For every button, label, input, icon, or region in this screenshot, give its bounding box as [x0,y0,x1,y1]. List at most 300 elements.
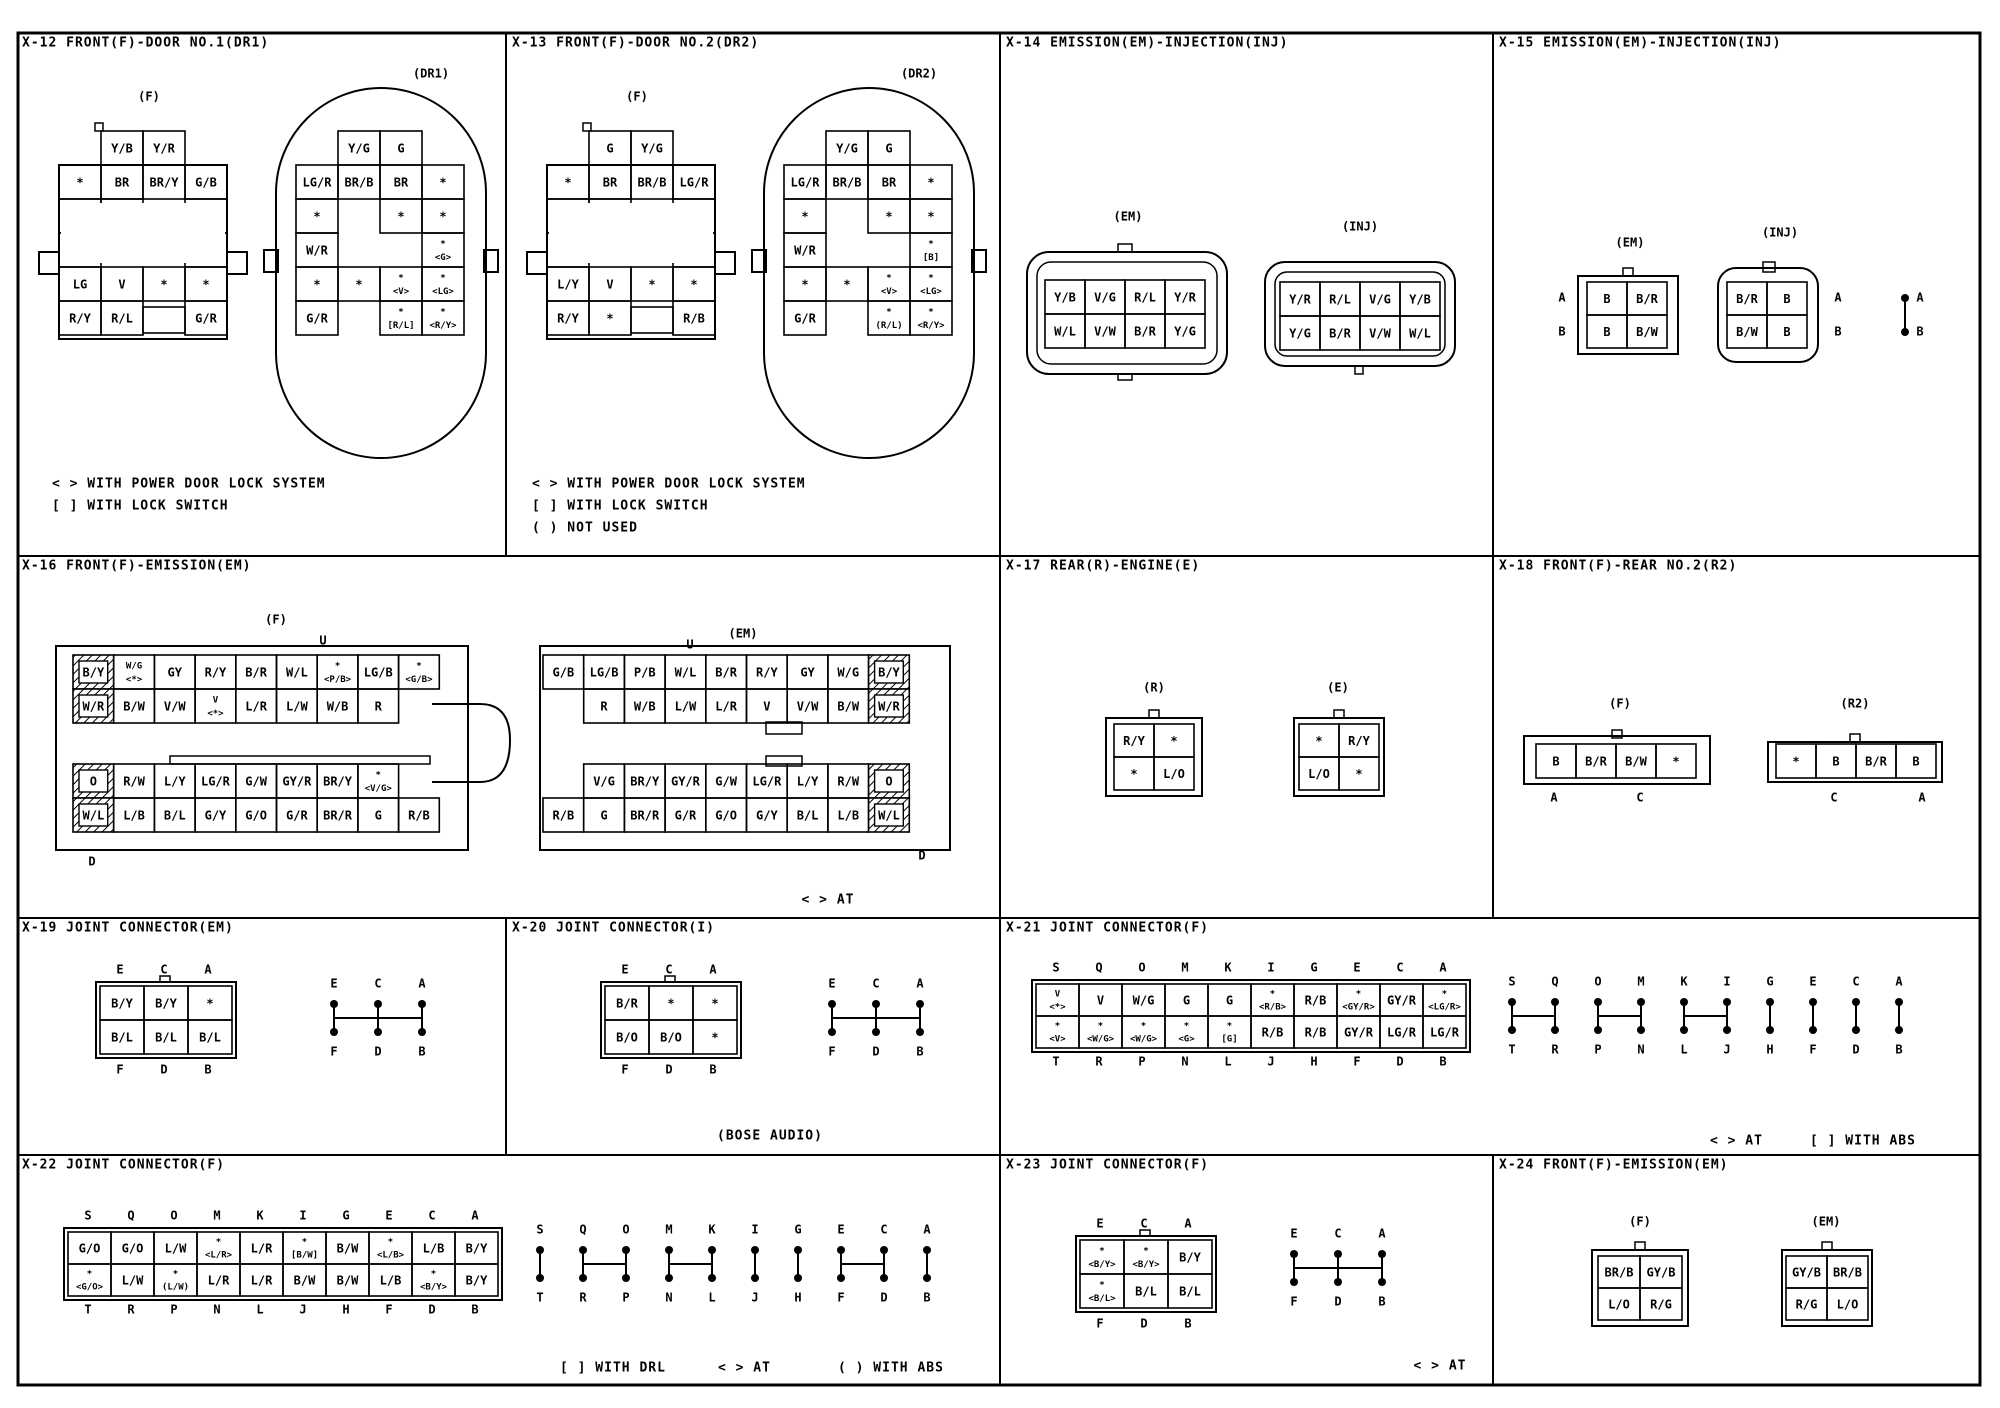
connector-cell [631,131,673,165]
wire-color-label: * [416,661,422,672]
wire-color-label: LG/R [200,774,230,789]
wire-color-label: * [430,1269,437,1280]
wire-color-label: * [1170,734,1178,748]
wire-color-label: B [1552,754,1560,769]
connector-cell [296,301,338,335]
connector-cell [631,165,673,199]
pin-label: D [1140,1316,1148,1331]
connector-cell [1360,282,1400,316]
pin-label: F [1096,1316,1104,1331]
connector-cell [1079,1016,1122,1048]
pin-label: T [1508,1042,1516,1057]
x23-jumpers [1290,1227,1386,1309]
connector-cell [185,267,227,301]
wire-color-label: * [927,209,935,224]
note-text: (BOSE AUDIO) [717,1128,823,1144]
connector-cell [369,1264,412,1296]
connector-cell [1587,282,1627,315]
connector-cell [317,764,358,798]
panel-title: X-17 REAR(R)-ENGINE(E) [1006,558,1201,574]
pin-label: F [116,1062,124,1077]
pin-label: G [342,1208,350,1223]
wire-color-label: L/Y [163,774,186,789]
connector-cell [358,798,399,832]
pin-label: B [1184,1316,1192,1331]
pin-label: B [1378,1294,1386,1309]
pin-label: B [709,1062,717,1077]
wire-color-label: B/Y [155,996,177,1011]
pin-label: Q [1551,974,1559,989]
pin-label: D [160,1062,168,1077]
connector-cell [326,1264,369,1296]
pin-label: F [621,1062,629,1077]
pin-label: M [665,1222,673,1237]
wire-color-label: Y/G [1289,326,1311,341]
x13-notes [532,477,806,536]
connector-cell [784,165,826,199]
connector-cell [114,655,155,689]
panel-x21 [1006,921,1209,936]
wire-color-label: * [711,1030,719,1045]
wire-color-label: * [334,661,341,672]
pin-label: B [916,1044,924,1059]
pin-label: L [1224,1054,1232,1069]
wire-color-label: GY [167,665,182,680]
connector-cell [543,798,584,832]
wire-color-label: G/R [195,311,217,326]
pin-label: F [837,1290,845,1305]
pin-label: A [1439,960,1447,975]
connector-cell [1627,282,1667,315]
x16-connectors [56,613,950,908]
wire-color-label: B/W [1736,325,1758,339]
wire-color-label: B/R [616,996,638,1011]
pin-label: S [84,1208,92,1223]
wire-color-label: L/Y [557,277,579,292]
wire-color-label: V/G [1369,292,1391,307]
connector-cell [277,655,318,689]
connector-cell [868,165,910,199]
pin-label: Q [579,1222,587,1237]
connector-label: (F) [138,89,160,104]
wire-color-label: B/Y [1179,1250,1201,1265]
wire-color-label: * [843,277,851,292]
wire-color-label: BR/Y [149,175,179,190]
connector-label: (F) [1629,1214,1651,1229]
wire-color-label: * [76,175,84,190]
wire-color-label: B/R [1134,324,1156,339]
connector-cell [296,165,338,199]
connector-cell [910,233,952,267]
wire-color-label: <B/Y> [1132,1259,1160,1270]
wire-color-label: O [89,774,97,789]
wire-color-label: <B/L> [1088,1293,1116,1304]
x20-jumpers [828,977,924,1059]
wire-color-label: G [885,141,893,156]
connector-cell [380,165,422,199]
connector-cell [380,267,422,301]
wire-color-label: * [1441,989,1448,1000]
wire-color-label: BR [602,175,618,190]
connector-label: (DR1) [412,66,450,81]
connector-cell [422,199,464,233]
wire-color-label: BR [881,175,897,190]
wire-color-label: * [206,996,214,1011]
connector-cell [100,1020,144,1054]
pin-label: M [1181,960,1189,975]
connector-cell [784,233,826,267]
wire-color-label: * [1099,1246,1105,1257]
connector-cell [1299,724,1339,757]
pin-label: F [330,1044,338,1059]
connector-cell [101,165,143,199]
wire-color-label: * [1792,754,1800,769]
panel-x14 [1006,36,1288,51]
wire-color-label: L/O [1308,767,1330,781]
connector-cell [195,689,236,723]
connector-cell [1339,724,1379,757]
wire-color-label: <W/G> [1086,1034,1115,1045]
connector-cell [1896,744,1936,778]
wire-color-label: B/L [111,1030,133,1045]
pin-label: F [385,1302,393,1317]
connector-cell [869,764,910,798]
connector-label: D [88,854,96,869]
connector-cell [195,798,236,832]
wire-color-label: Y/B [1409,292,1431,307]
pin-label: O [622,1222,630,1237]
connector-cell [1827,1256,1868,1288]
connector-cell [1423,984,1466,1016]
pin-label: N [213,1302,221,1317]
wire-color-label: * [301,1237,308,1248]
x13-connector-door [752,67,986,459]
connector-cell [1827,1288,1868,1320]
connector-cell [1079,984,1122,1016]
wire-color-label: <P/B> [324,674,352,685]
pin-label: E [116,962,124,977]
wire-color-label: * [398,307,404,318]
connector-cell [1616,744,1656,778]
pin-label: D [665,1062,673,1077]
wire-color-label: B [1603,292,1611,306]
pin-label: A [204,962,212,977]
wire-color-label: W/G [837,665,860,680]
wire-color-label: Y/R [153,141,175,156]
connector-cell [154,798,195,832]
wire-color-label: LG/R [1430,1025,1459,1040]
wire-color-label: * [606,311,614,326]
x21-jumpers [1508,975,1903,1057]
connector-cell [1168,1274,1212,1308]
x21-connector [1032,961,1470,1069]
wire-color-label: * [313,277,321,292]
connector-cell [296,199,338,233]
panel-title: X-24 FRONT(F)-EMISSION(EM) [1499,1157,1729,1173]
connector-label: U [319,633,327,648]
connector-cell [1208,984,1251,1016]
connector-cell [1280,316,1320,350]
connector-cell [144,1020,188,1054]
connector-label: (EM) [728,626,758,641]
connector-cell [665,764,706,798]
wire-color-label: V/W [796,699,819,714]
note-text: < > WITH POWER DOOR LOCK SYSTEM [532,476,806,492]
wire-color-label: <*> [1049,1002,1066,1013]
panel-x18 [1499,559,1737,574]
wire-color-label: * [439,175,447,190]
connector-cell [101,301,143,335]
connector-cell [154,1232,197,1264]
pin-label: K [1224,960,1232,975]
x23-connector [1076,1217,1216,1331]
connector-cell [1400,282,1440,316]
connector-cell [584,655,625,689]
connector-cell [100,986,144,1020]
connector-cell [1767,282,1807,315]
pin-label: S [536,1222,544,1237]
panel-x13 [512,36,759,51]
wire-color-label: * [355,277,363,292]
wire-color-label: G [1225,993,1234,1008]
wire-color-label: <W/G> [1129,1034,1158,1045]
wire-color-label: W/R [82,699,105,714]
connector-cell [624,798,665,832]
wire-color-label: * [1099,1280,1105,1291]
panel-x12 [22,36,269,51]
pin-label: B [418,1044,426,1059]
connector-cell [188,986,232,1020]
x15-connectors [1558,226,1924,363]
wire-color-label: GY/R [282,774,312,789]
pin-label: O [1594,974,1602,989]
connector-cell [624,764,665,798]
pin-label: S [1508,974,1516,989]
wire-color-label: B/Y [111,996,133,1011]
pin-label: D [428,1302,436,1317]
wire-color-label: * [711,996,719,1011]
wire-color-label: [B] [922,252,940,263]
connector-cell [649,1020,693,1054]
pin-label: Q [1095,960,1103,975]
wire-color-label: V [1054,989,1061,1000]
connector-cell [73,655,114,689]
connector-cell [826,165,868,199]
connector-cell [787,689,828,723]
panel-x23 [1006,1158,1209,1173]
pin-label: C [1852,974,1860,989]
x19-connector [96,963,236,1077]
connector-cell [240,1264,283,1296]
connector-cell [673,301,715,335]
connector-cell [1380,1016,1423,1048]
connector-cell [1856,744,1896,778]
connector-cell [665,798,706,832]
connector-cell [277,764,318,798]
connector-cell [1576,744,1616,778]
pin-label: R [1551,1042,1559,1057]
connector-cell [380,131,422,165]
connector-cell [455,1264,498,1296]
wire-color-label: [G] [1221,1034,1238,1045]
wire-color-label: W/R [794,243,816,258]
connector-cell [185,301,227,335]
wire-color-label: R/Y [1123,734,1145,748]
connector-cell [673,267,715,301]
pin-label: D [374,1044,382,1059]
x17-connectors [1106,681,1384,797]
connector-cell [1036,1016,1079,1048]
note-text: [ ] WITH LOCK SWITCH [532,498,709,514]
connector-cell [1536,744,1576,778]
connector-cell [236,764,277,798]
wire-color-label: BR/Y [630,774,660,789]
connector-cell [910,301,952,335]
wire-color-label: B/L [199,1030,221,1045]
wire-color-label: V/G [1094,290,1116,305]
wire-color-label: BR/B [832,175,862,190]
pin-label: A [1550,790,1558,805]
wire-color-label: * [172,1269,179,1280]
connector-cell [828,798,869,832]
connector-cell [73,689,114,723]
wire-color-label: Y/B [111,141,133,156]
wire-color-label: BR/B [1604,1265,1634,1280]
connector-cell [1786,1288,1827,1320]
wire-color-label: * [397,209,405,224]
connector-cell [784,199,826,233]
pin-label: K [256,1208,264,1223]
connector-cell [240,1232,283,1264]
panel-x16 [22,559,252,574]
panel-title: X-16 FRONT(F)-EMISSION(EM) [22,558,252,574]
wire-color-label: G/O [121,1241,144,1256]
wire-color-label: G/O [78,1241,101,1256]
wire-color-label: Y/R [1174,290,1196,305]
wire-color-label: B/W [1625,754,1647,769]
connector-cell [380,301,422,335]
wire-color-label: W/R [878,699,900,714]
connector-cell [1400,316,1440,350]
pin-label: G [1766,974,1774,989]
wire-color-label: G [606,141,614,156]
connector-cell [747,689,788,723]
pin-label: I [1723,974,1731,989]
connector-cell [296,267,338,301]
x13-connector-f [527,90,735,340]
wire-color-label: G [1182,993,1191,1008]
connector-label: (DR2) [900,66,938,81]
wire-color-label: * [1140,1021,1147,1032]
wire-color-label: B [1832,754,1840,769]
pin-label: C [1830,790,1838,805]
wire-color-label: V [212,695,219,706]
wire-color-label: LG/R [752,774,782,789]
wire-color-label: <G> [1178,1034,1195,1045]
wire-color-label: [R/L] [387,320,415,331]
pin-label: S [1052,960,1060,975]
wire-color-label: LG/R [790,175,820,190]
connector-cell [1776,744,1816,778]
connector-cell [338,131,380,165]
pin-label: D [872,1044,880,1059]
wire-color-label: GY/B [1646,1265,1676,1280]
panel-x15 [1499,36,1781,51]
wire-color-label: LG/R [1387,1025,1416,1040]
connector-cell [869,655,910,689]
connector-cell [1165,984,1208,1016]
wire-color-label: * [564,175,572,190]
wire-color-label: B/W [123,699,145,714]
wire-color-label: B [1783,325,1791,339]
wire-color-label: B/Y [465,1241,488,1256]
wire-color-label: R/Y [69,311,91,326]
wire-color-label: R [374,699,382,714]
pin-label: A [1184,1216,1192,1231]
connector-cell [1085,314,1125,348]
pin-label: I [1267,960,1275,975]
wire-color-label: L/W [286,699,308,714]
wire-color-label: GY/B [1792,1265,1821,1280]
connector-cell [1080,1240,1124,1274]
connector-cell [1154,724,1194,757]
connector-cell [706,798,747,832]
wire-color-label: G [374,808,382,823]
wire-color-label: <R/Y> [917,320,945,331]
connector-cell [1320,282,1360,316]
connector-cell [1423,1016,1466,1048]
connector-cell [784,301,826,335]
pin-label: T [1052,1054,1060,1069]
connector-cell [197,1264,240,1296]
wire-color-label: * [1054,1021,1061,1032]
connector-cell [869,798,910,832]
wire-color-label: * [1672,754,1680,769]
pin-label: D [1334,1294,1342,1309]
connector-cell [73,798,114,832]
wire-color-label: O [885,774,893,789]
pin-label: C [1334,1226,1342,1241]
connector-label: (EM) [1615,235,1645,250]
wire-color-label: G/B [552,665,575,680]
wire-color-label: R/G [1795,1297,1818,1312]
connector-cell [143,165,185,199]
connector-label: (INJ) [1341,219,1379,234]
wire-color-label: B/Y [82,665,105,680]
connector-cell [910,199,952,233]
wire-color-label: <G> [434,252,452,263]
pin-label: F [1290,1294,1298,1309]
pin-label: C [665,962,673,977]
pin-label: H [342,1302,350,1317]
connector-cell [1767,315,1807,348]
wire-color-label: G [397,141,405,156]
wire-color-label: L/W [164,1241,187,1256]
wire-color-label: B/R [1736,292,1758,306]
wire-color-label: B/L [163,808,186,823]
pin-label: C [374,976,382,991]
pin-label: C [1396,960,1404,975]
connector-cell [1598,1288,1640,1320]
wire-color-label: * [1355,767,1363,781]
wire-color-label: V/W [1094,324,1116,339]
wire-color-label: L/W [121,1273,144,1288]
pin-label: I [299,1208,307,1223]
wire-color-label: <B/Y> [419,1282,448,1293]
wire-color-label: B [1912,754,1920,769]
pin-label: P [170,1302,178,1317]
wire-color-label: R/Y [756,665,778,680]
